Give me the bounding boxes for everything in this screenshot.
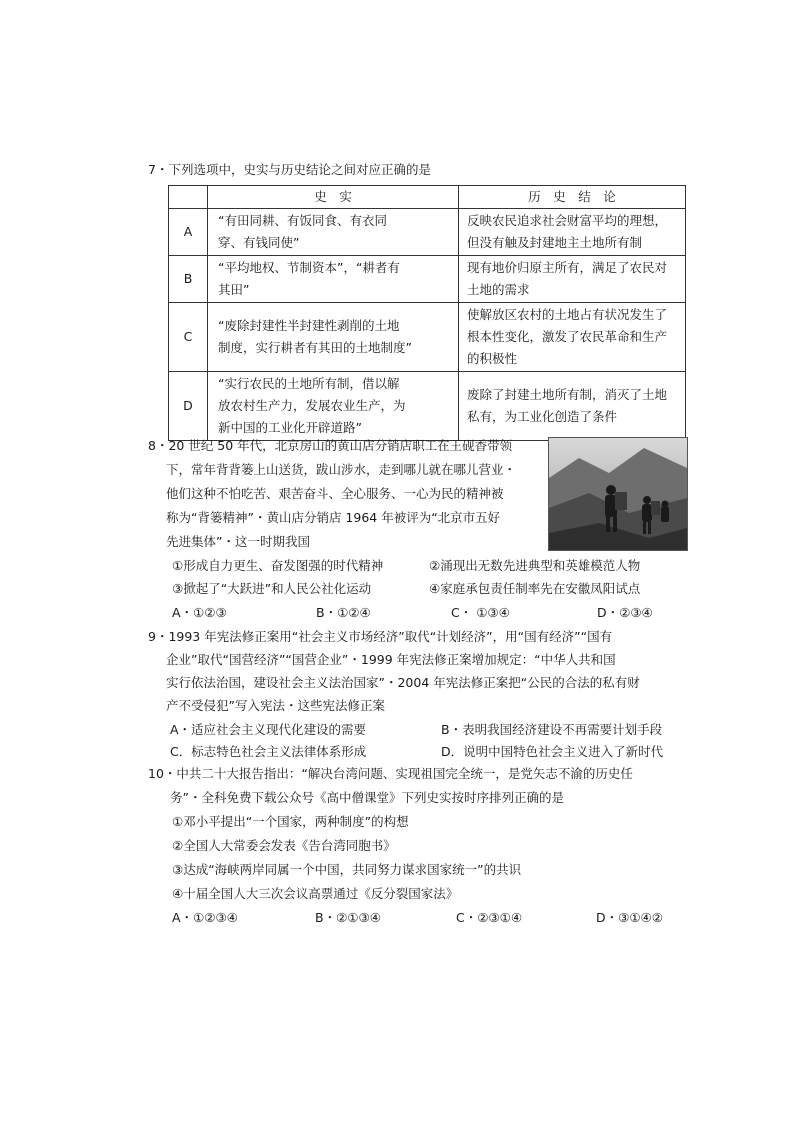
table-row [169,372,686,441]
q9-line-4: 产不受侵犯”写入宪法・这些宪法修正案 [166,698,385,713]
q7-row-fact: “实行农民的土地所有制，借以解 放农村生产力，发展农业生产，为 新中国的工业化开辟道路” [208,372,459,441]
q7-row-fact: “平均地权、节制资本”，“耕者有 其田” [208,256,459,303]
q8-option-b[interactable]: B・①②④ [316,605,371,620]
q8-statement-1: ①形成自力更生、奋发图强的时代精神 [172,558,384,573]
q7-row-label: C [169,303,208,372]
q9-option-d[interactable]: D．说明中国特色社会主义进入了新时代 [441,744,664,759]
q7-table [168,185,686,441]
q7-row-conclusion: 现有地价归原主所有，满足了农民对 土地的需求 [459,256,686,303]
mountain-porters-photo [548,437,688,551]
q7-header-blank [169,186,208,209]
q7-row-label: D [169,372,208,441]
q8-option-a[interactable]: A・①②③ [172,605,227,620]
q7-row-fact: “有田同耕、有饭同食、有衣同 穿、有钱同使” [208,209,459,256]
q8-option-d[interactable]: D・②③④ [597,605,653,620]
q7-row-conclusion: 废除了封建土地所有制，消灭了土地 私有，为工业化创造了条件 [459,372,686,441]
q8-line-1: 8・20 世纪 50 年代，北京房山的黄山店分销店职工在王砚香带领 [148,438,513,453]
q7-header-row [169,186,686,209]
q10-option-d[interactable]: D・③①④② [596,910,663,925]
q7-row-fact: “废除封建性半封建性剥削的土地 制度，实行耕者有其田的土地制度” [208,303,459,372]
q10-statement-3: ③达成“海峡两岸同属一个中国，共同努力谋求国家统一”的共识 [172,862,522,877]
q7-row-label: A [169,209,208,256]
q9-line-2: 企业”取代“国营经济”“国营企业”・1999 年宪法修正案增加规定：“中华人共和国 [166,652,616,667]
q8-statement-3: ③掀起了“大跃进”和人民公社化运动 [172,581,372,596]
q9-line-1: 9・1993 年宪法修正案用“社会主义市场经济”取代“计划经济”，用“国有经济”“国有 [148,629,613,644]
q8-line-5: 先进集体”・这一时期我国 [166,534,310,549]
q9-option-b[interactable]: B・表明我国经济建设不再需要计划手段 [441,722,663,737]
q8-line-3: 他们这种不怕吃苦、艰苦奋斗、全心服务、一心为民的精神被 [166,486,504,501]
q8-statement-2: ②涌现出无数先进典型和英雄模范人物 [429,558,641,573]
q7-stem: 7・下列选项中，史实与历史结论之间对应正确的是 [148,162,431,177]
q10-line-1: 10・中共二十大报告指出：“解决台湾问题、实现祖国完全统一，是党矢志不渝的历史任 [148,766,633,781]
q10-option-c[interactable]: C・②③①④ [456,910,523,925]
q8-statement-4: ④家庭承包责任制率先在安徽凤阳试点 [429,581,641,596]
q8-option-c[interactable]: C・ ①③④ [451,605,510,620]
q8-line-2: 下，常年背背篓上山送货，跋山涉水，走到哪儿就在哪儿营业・ [166,462,517,477]
q7-row-conclusion: 使解放区农村的土地占有状况发生了 根本性变化，激发了农民革命和生产 的积极性 [459,303,686,372]
q10-statement-2: ②全国人大常委会发表《告台湾同胞书》 [172,838,396,853]
q10-option-a[interactable]: A・①②③④ [172,910,238,925]
q7-header-fact: 史 实 [208,186,459,209]
q9-line-3: 实行依法治国，建设社会主义法治国家”・2004 年宪法修正案把“公民的合法的私有财 [166,675,640,690]
q9-option-a[interactable]: A・适应社会主义现代化建设的需要 [170,722,367,737]
q7-row-label: B [169,256,208,303]
q7-header-conclusion: 历 史 结 论 [459,186,686,209]
q9-option-c[interactable]: C．标志特色社会主义法律体系形成 [170,744,367,759]
table-row [169,303,686,372]
q10-option-b[interactable]: B・②①③④ [315,910,381,925]
q10-statement-4: ④十届全国人大三次会议高票通过《反分裂国家法》 [172,886,459,901]
q10-statement-1: ①邓小平提出“一个国家，两种制度”的构想 [172,814,409,829]
q8-line-4: 称为“背篓精神”・黄山店分销店 1964 年被评为“北京市五好 [166,510,501,525]
table-row [169,209,686,256]
table-row [169,256,686,303]
q7-row-conclusion: 反映农民追求社会财富平均的理想， 但没有触及封建地主土地所有制 [459,209,686,256]
q10-line-2: 务”・全科免费下载公众号《高中僧课堂》下列史实按时序排列正确的是 [170,790,564,805]
